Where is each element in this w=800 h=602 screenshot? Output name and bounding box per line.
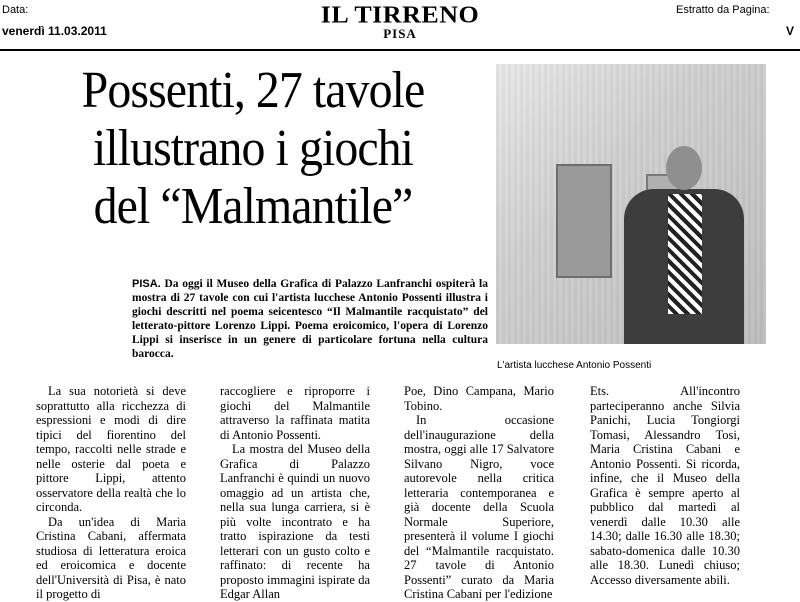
header-rule bbox=[0, 49, 800, 51]
page-number: V bbox=[786, 24, 795, 38]
article-photo bbox=[496, 64, 766, 344]
extract-page-label: Estratto da Pagina: bbox=[676, 4, 770, 16]
date-value: venerdì 11.03.2011 bbox=[2, 24, 107, 38]
paragraph: Poe, Dino Campana, Mario Tobino. bbox=[404, 384, 554, 413]
dateline-city: PISA. bbox=[132, 278, 161, 290]
photo-caption: L'artista lucchese Antonio Possenti bbox=[497, 360, 652, 371]
headline-line-2: illustrano i giochi bbox=[92, 120, 414, 177]
paragraph: La mostra del Museo della Grafica di Palazzo Lanfranchi è quindi un nuovo omaggio ad un artista che, nella sua lunga carriera, si è più volte incontrato e ha tratto ispirazione da testi letterari con un gusto colto e raffinato: di recente ha proposto immagini ispirate da Edgar Allan bbox=[220, 442, 370, 601]
paragraph: In occasione dell'inaugurazione della mostra, oggi alle 17 Salvatore Silvano Nigro, voce autorevole nella critica letteraria contemporanea e già docente della Scuola Normale Superiore, presenterà il volume I giochi del “Malmantile racquistato. 27 tavole di Antonio Possenti” curato da Maria Cristina Cabani per l'edizione bbox=[404, 413, 554, 601]
headline-line-1: Possenti, 27 tavole bbox=[81, 62, 425, 119]
paragraph: Ets. All'incontro parteciperanno anche Silvia Panichi, Lucia Tongiorgi Tomasi, Alessandro Tosi, Maria Cristina Cabani e Antonio Possenti. Si ricorda, infine, che il Museo della Grafica è sempre aperto al pubblico dal martedì al venerdì dalle 10.30 alle 14.30; dalle 16.30 alle 18.30; sabato-domenica dalle 10.30 alle 18.30. Lunedì chiuso; Accesso diversamente abili. bbox=[590, 384, 740, 587]
body-column-2 bbox=[220, 384, 370, 602]
paragraph: La sua notorietà si deve soprattutto alla ricchezza di espressioni e modi di dire tipici del fiorentino del tempo, raccolti nelle strade e nelle osterie dal poeta e pittore Lippi, attento osservatore della realtà che lo circonda. bbox=[36, 384, 186, 514]
article-lead bbox=[132, 277, 488, 361]
headline-line-3: del “Malmantile” bbox=[93, 178, 413, 235]
lead-text: Da oggi il Museo della Grafica di Palazzo Lanfranchi ospiterà la mostra di 27 tavole con cui l'artista lucchese Antonio Possenti illustra i giochi descritti nel poema seicentesco “Il Malmantile racquistato” del letterato-pittore Lorenzo Lippi. Poema eroicomico, l'opera di Lorenzo Lippi si inserisce in un genere di particolare fortuna nella cultura barocca. bbox=[132, 278, 488, 360]
wall-artwork bbox=[556, 164, 612, 278]
edition-label: PISA bbox=[383, 26, 417, 41]
body-column-4 bbox=[590, 384, 740, 587]
body-column-1 bbox=[36, 384, 186, 602]
paragraph: Da un'idea di Maria Cristina Cabani, affermata studiosa di letteratura eroica ed eroicomica e docente dell'Università di Pisa, è nato il progetto di bbox=[36, 514, 186, 601]
date-label: Data: bbox=[2, 4, 29, 16]
body-column-3 bbox=[404, 384, 554, 602]
paragraph: raccogliere e riproporre i giochi del Malmantile attraverso la raffinata matita di Antonio Possenti. bbox=[220, 384, 370, 442]
article-headline bbox=[37, 62, 469, 236]
newspaper-masthead: IL TIRRENO bbox=[320, 0, 480, 29]
